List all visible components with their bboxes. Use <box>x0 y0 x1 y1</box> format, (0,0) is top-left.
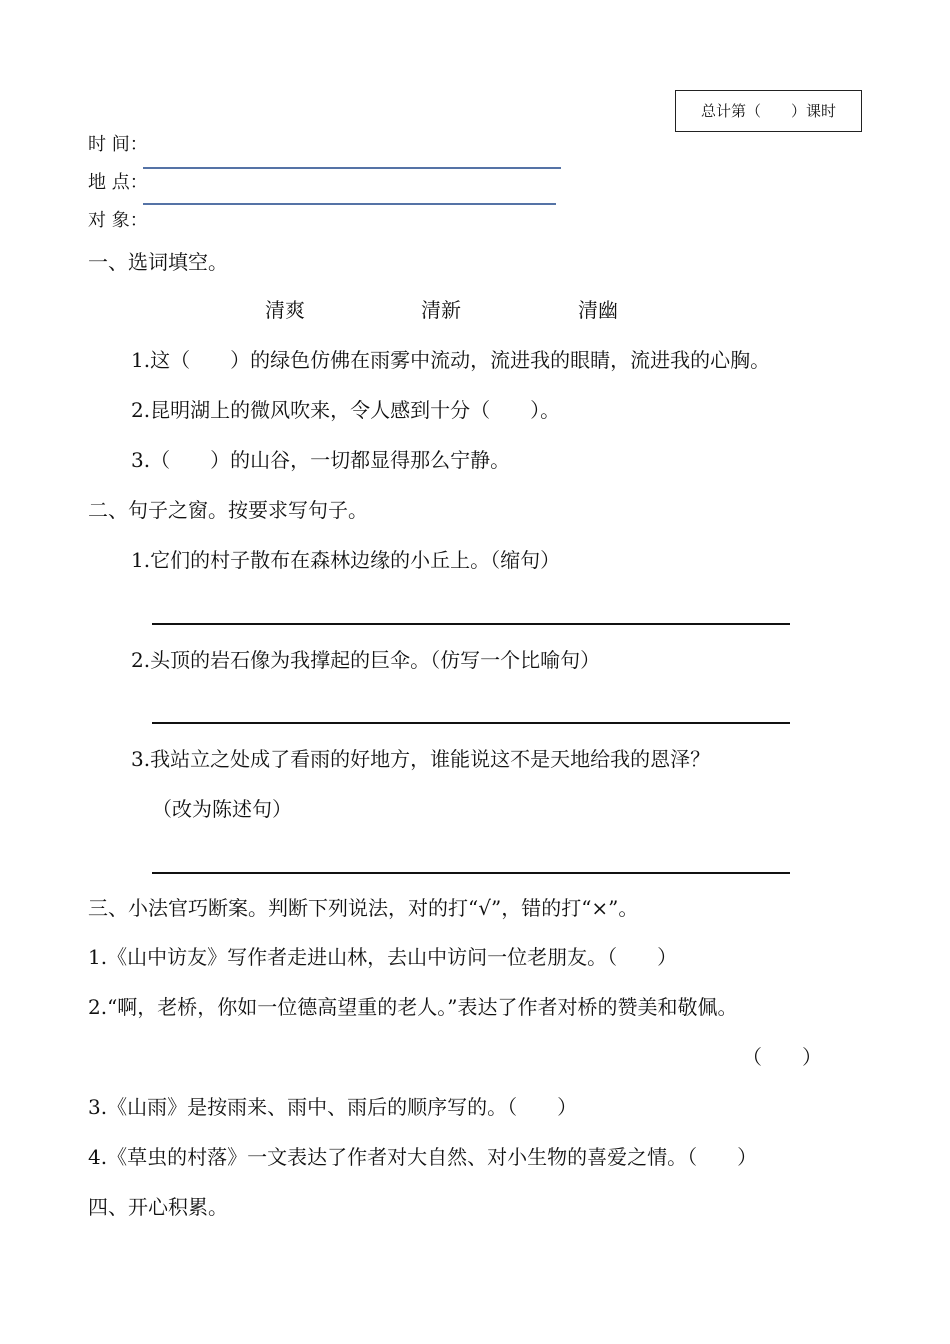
s2-item-1: 1.它们的村子散布在森林边缘的小丘上。（缩句） <box>131 548 561 572</box>
lesson-count-box <box>675 90 862 132</box>
s1-item-3: 3.（ ）的山谷，一切都显得那么宁静。 <box>131 448 511 472</box>
place-label: 地 点： <box>88 172 148 193</box>
target-label: 对 象： <box>88 210 148 231</box>
section1-title: 一、选词填空。 <box>88 250 228 274</box>
s2-item-3-note: （改为陈述句） <box>152 797 292 821</box>
s1-item-1: 1.这（ ）的绿色仿佛在雨雾中流动，流进我的眼睛，流进我的心胸。 <box>131 348 771 372</box>
word-option-1: 清爽 <box>265 298 305 322</box>
s2-item-3: 3.我站立之处成了看雨的好地方，谁能说这不是天地给我的恩泽？ <box>131 747 711 771</box>
s2-item-2: 2.头顶的岩石像为我撑起的巨伞。（仿写一个比喻句） <box>131 648 601 672</box>
s3-item-2: 2.“啊，老桥，你如一位德高望重的老人。”表达了作者对桥的赞美和敬佩。 <box>88 995 738 1019</box>
s3-item-3: 3.《山雨》是按雨来、雨中、雨后的顺序写的。（ ） <box>88 1095 578 1119</box>
answer-line-1[interactable] <box>152 623 790 625</box>
s3-item-1: 1.《山中访友》写作者走进山林，去山中访问一位老朋友。（ ） <box>88 945 678 969</box>
time-line[interactable] <box>143 167 561 169</box>
lesson-count-label: 总计第（ ）课时 <box>700 102 836 120</box>
answer-line-3[interactable] <box>152 872 790 874</box>
place-line[interactable] <box>143 203 556 205</box>
s1-item-2: 2.昆明湖上的微风吹来，令人感到十分（ ）。 <box>131 398 561 422</box>
word-option-2: 清新 <box>421 298 461 322</box>
answer-line-2[interactable] <box>152 722 790 724</box>
s3-item-2-paren: （ ） <box>742 1045 822 1069</box>
section2-title: 二、句子之窗。按要求写句子。 <box>88 498 368 522</box>
word-option-3: 清幽 <box>578 298 618 322</box>
section4-title: 四、开心积累。 <box>88 1195 228 1219</box>
time-label: 时 间： <box>88 134 148 155</box>
s3-item-4: 4.《草虫的村落》一文表达了作者对大自然、对小生物的喜爱之情。（ ） <box>88 1145 758 1169</box>
section3-title: 三、小法官巧断案。判断下列说法，对的打“√”，错的打“×”。 <box>88 896 639 920</box>
